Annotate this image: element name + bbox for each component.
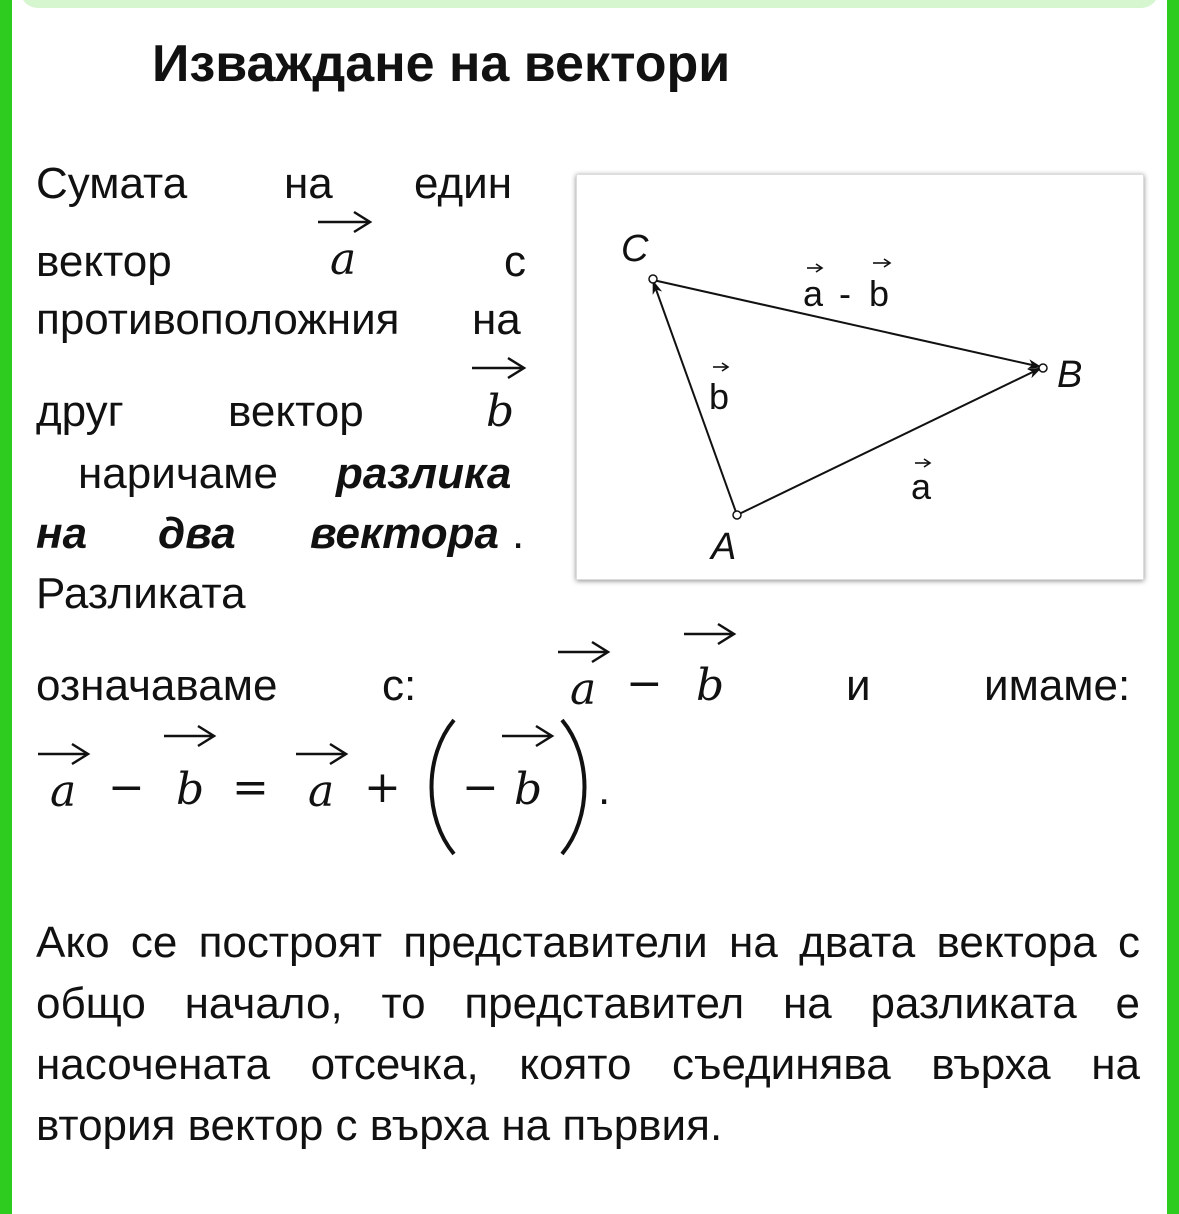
text-word: с: <box>382 661 417 710</box>
text-word: . <box>512 509 525 558</box>
emphasis-text: разлика <box>336 449 512 498</box>
label-diff-a: a <box>803 273 824 314</box>
formula-plus-sign: + <box>364 762 401 813</box>
text-word: вектор <box>228 387 364 436</box>
vector-b-symbol: b <box>470 352 530 432</box>
vector-arrow-icon <box>162 722 222 752</box>
inline-minus-sign: − <box>626 658 663 709</box>
formula-minus-sign: − <box>108 762 145 813</box>
formula-vector-a-2: a <box>294 740 354 810</box>
emphasis-text: два <box>158 509 236 558</box>
text-word: имаме: <box>984 661 1131 710</box>
right-paren-icon <box>554 716 598 858</box>
text-word: вектор <box>36 237 172 286</box>
text-word: и <box>846 661 871 710</box>
label-a: a <box>911 466 932 507</box>
vector-arrow-icon <box>713 363 728 371</box>
label-diff-sep: - <box>839 273 851 314</box>
text-word: един <box>414 159 513 208</box>
formula-equals-sign: = <box>232 762 269 813</box>
frame-top-strip <box>20 0 1159 8</box>
formula-negation-sign: − <box>462 762 499 813</box>
page-title: Изваждане на вектори <box>152 35 731 93</box>
inline-vector-b: b <box>682 620 742 710</box>
conclusion-paragraph: Ако се построят представители на двата вектора с общо начало, то представител на разликата е насочената отсечка, която съединява върха на втория вектор с върха на първия. <box>36 918 1140 1150</box>
vector-arrow-icon <box>807 259 890 272</box>
label-diff-b: b <box>869 273 890 314</box>
left-paren-icon <box>418 716 462 858</box>
formula-vector-b-2: b <box>500 722 560 812</box>
emphasis-text: на <box>36 509 88 558</box>
frame-left-border <box>0 0 12 1214</box>
text-word: противоположния <box>36 295 400 344</box>
text-word: на <box>472 295 521 344</box>
text-word: на <box>284 159 333 208</box>
vector-a-segment <box>737 368 1041 515</box>
vector-diagram <box>576 174 1144 580</box>
vector-a-symbol: a <box>316 204 376 284</box>
text-word: с <box>504 237 526 286</box>
vector-arrow-icon <box>682 620 742 650</box>
point-B <box>1039 364 1047 372</box>
vector-arrow-icon <box>316 204 376 234</box>
text-word: наричаме <box>78 449 278 498</box>
text-word: Разликата <box>36 569 246 618</box>
point-C <box>649 275 657 283</box>
frame-right-border <box>1167 0 1179 1214</box>
label-C: C <box>621 228 649 270</box>
text-word: означаваме <box>36 661 278 710</box>
formula-vector-a: a <box>36 740 96 810</box>
formula-vector-b: b <box>162 722 222 812</box>
label-A: A <box>711 526 737 568</box>
text-word: Сумата <box>36 159 188 208</box>
label-B: B <box>1057 354 1083 396</box>
text-word: друг <box>36 387 124 436</box>
vector-arrow-icon <box>500 722 560 752</box>
emphasis-text: вектора <box>310 509 500 558</box>
inline-vector-a: a <box>556 638 616 708</box>
formula-period: . <box>598 765 611 814</box>
triangle-diagram <box>577 175 1143 579</box>
point-A <box>733 511 741 519</box>
label-b: b <box>709 376 730 417</box>
intro-line-7 <box>36 569 246 618</box>
vector-arrow-icon <box>470 352 530 382</box>
